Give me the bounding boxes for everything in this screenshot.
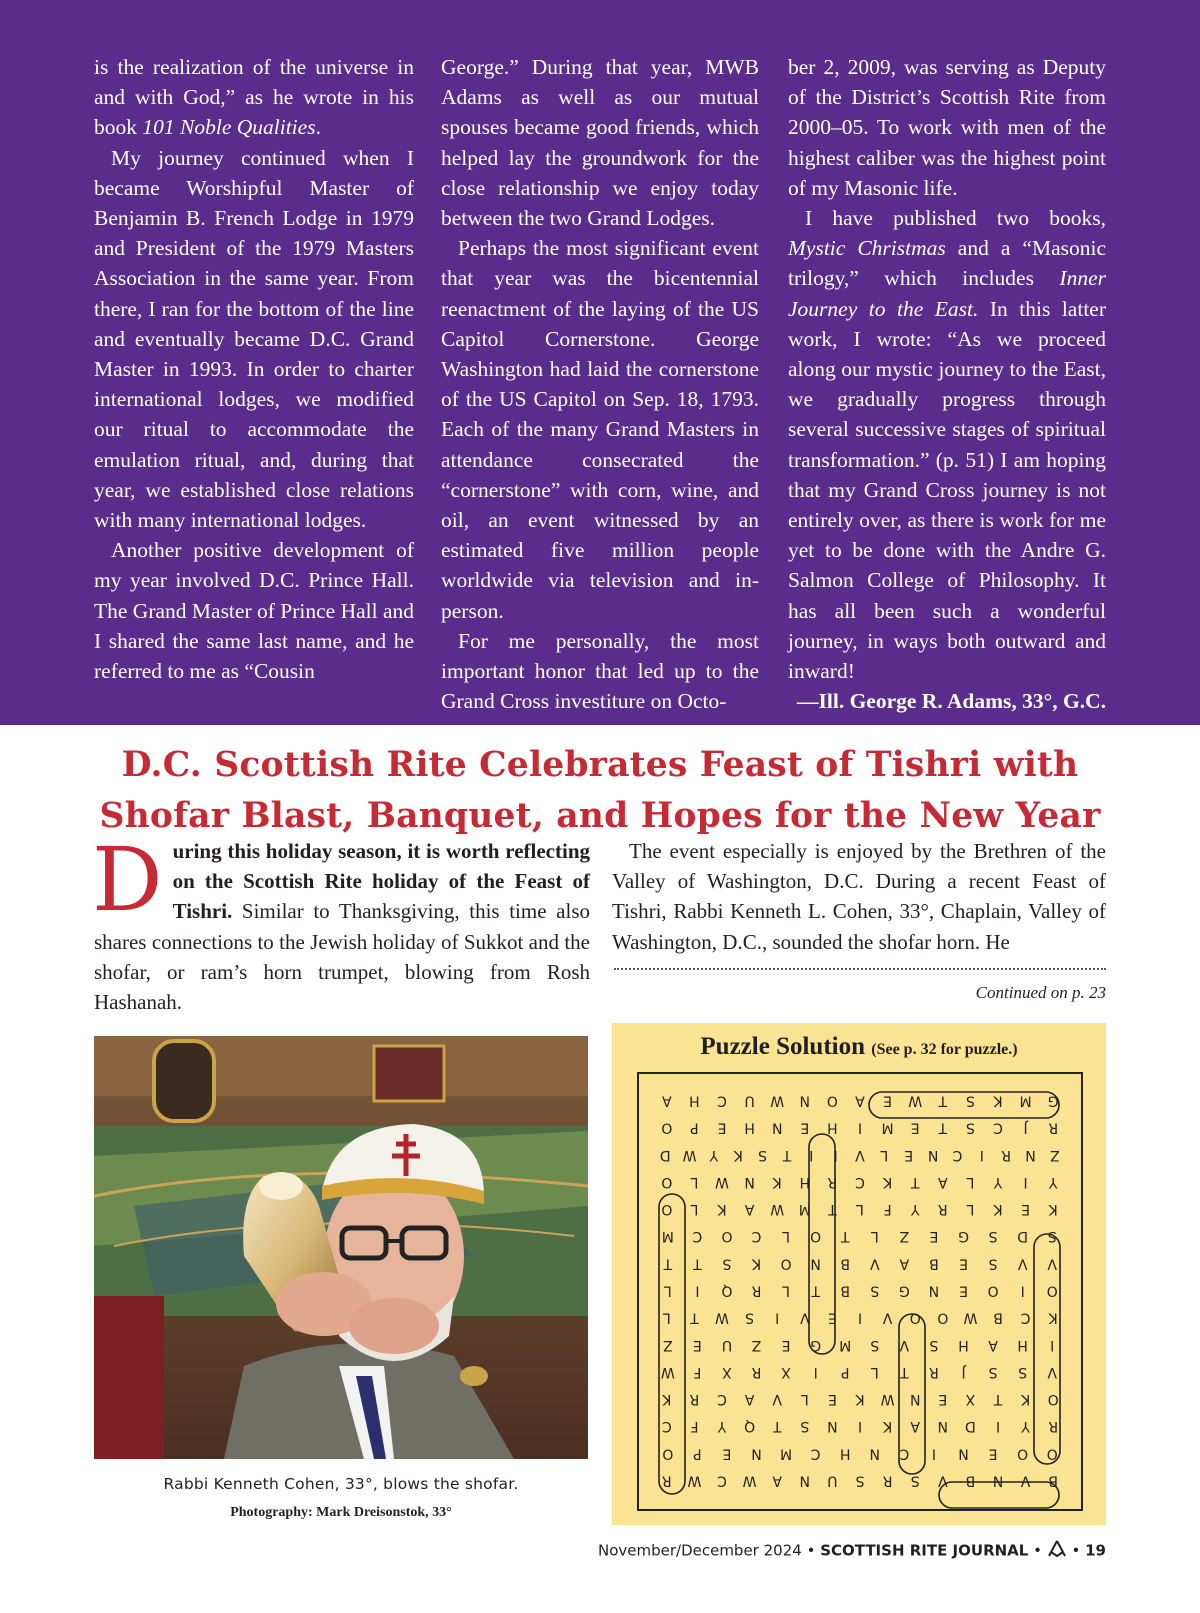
puzzle-letter: S	[870, 1336, 880, 1353]
puzzle-letter: N	[992, 1472, 1004, 1489]
puzzle-letter: L	[856, 1201, 864, 1218]
puzzle-letter: O	[1046, 1445, 1058, 1462]
puzzle-letter: O	[1047, 1391, 1059, 1408]
drop-cap: D	[92, 828, 163, 931]
puzzle-letter: M	[798, 1201, 811, 1218]
puzzle-letter: R	[827, 1173, 838, 1190]
puzzle-letter: Y	[1021, 1418, 1030, 1435]
puzzle-letter: N	[927, 1146, 939, 1163]
puzzle-letter: E	[959, 1282, 968, 1299]
puzzle-letter: A	[910, 1418, 920, 1435]
article-right-column: The event especially is enjoyed by the Brethren of the Valley of Washington, D.C. During a recent Feast of Tishri, Rabbi Kenneth L. Cohen, 33°, Chaplain, Valley of Washington, D.C., sounded the shofar horn. He	[612, 839, 1106, 954]
puzzle-letter: F	[883, 1201, 892, 1218]
puzzle-letter: W	[770, 1201, 785, 1218]
puzzle-letter: T	[811, 1282, 820, 1299]
puzzle-letter: N	[799, 1092, 811, 1109]
puzzle-letter: A	[662, 1092, 672, 1109]
puzzle-letter: S	[1018, 1363, 1028, 1380]
puzzle-letter: X	[722, 1363, 732, 1380]
puzzle-letter: S	[988, 1363, 998, 1380]
author-signature: —Ill. George R. Adams, 33°, G.C.	[797, 689, 1106, 714]
headline-line-1: D.C. Scottish Rite Celebrates Feast of Tishri with	[121, 745, 1079, 785]
puzzle-letter: T	[840, 1228, 850, 1245]
puzzle-letter: Z	[751, 1336, 762, 1353]
puzzle-letter: M	[881, 1119, 894, 1136]
puzzle-letter: T	[690, 1309, 699, 1326]
band-col1-paragraph-2: My journey continued when I became Worshipful Master of Benjamin B. French Lodge in 1979 and President of the 1979 Masters Association in the same year. From there, I ran for the bottom of the line and eventually became D.C. Grand Master in 1993. In order to charter international lodges, we modified our ritual to accommodate the emulation ritual, and, during that year, we established close relations with many international lodges.	[94, 145, 414, 533]
puzzle-letter: E	[910, 1119, 920, 1136]
puzzle-letter: K	[993, 1201, 1003, 1218]
puzzle-letter: T	[938, 1119, 948, 1136]
band-col1-paragraph-3: Another positive development of my year involved D.C. Prince Hall. The Grand Master of Prince Hall and I shared the same last name, and he referred to me as “Cousin	[94, 538, 415, 684]
puzzle-letter: E	[1021, 1201, 1031, 1218]
puzzle-letter: M	[780, 1445, 793, 1462]
puzzle-letter: E	[929, 1228, 939, 1245]
puzzle-letter: L	[870, 1363, 879, 1380]
puzzle-title: Puzzle Solution (See p. 32 for puzzle.)	[700, 1033, 1018, 1060]
band-column-1	[94, 52, 414, 686]
puzzle-letter: E	[722, 1445, 732, 1462]
puzzle-letter: J	[961, 1363, 966, 1380]
puzzle-letter: T	[663, 1255, 673, 1272]
band-column-2	[441, 52, 759, 716]
puzzle-letter: D	[659, 1146, 671, 1163]
puzzle-letter: O	[721, 1228, 733, 1245]
puzzle-letter: V	[772, 1391, 782, 1408]
puzzle-letter: I	[833, 1146, 838, 1163]
puzzle-letter: A	[744, 1201, 755, 1218]
puzzle-letter: I	[1050, 1336, 1055, 1353]
puzzle-letter: P	[840, 1363, 850, 1380]
puzzle-letter: H	[827, 1119, 838, 1136]
puzzle-letter: K	[883, 1418, 893, 1435]
puzzle-letter: C	[751, 1228, 762, 1245]
puzzle-letter: Z	[1050, 1146, 1060, 1163]
puzzle-letter: T	[772, 1418, 782, 1435]
puzzle-letter: I	[813, 1363, 818, 1380]
puzzle-letter: A	[772, 1472, 782, 1489]
puzzle-letter: I	[1023, 1173, 1028, 1190]
puzzle-letter: L	[782, 1282, 790, 1299]
puzzle-letter: Q	[744, 1418, 756, 1435]
puzzle-letter: P	[693, 1445, 702, 1462]
puzzle-letter: O	[937, 1309, 949, 1326]
puzzle-letter: D	[1017, 1228, 1029, 1245]
puzzle-letter: V	[1017, 1255, 1028, 1272]
puzzle-letter: O	[661, 1119, 673, 1136]
puzzle-letter: V	[1047, 1363, 1058, 1380]
puzzle-letter: K	[883, 1173, 893, 1190]
puzzle-letter: S	[988, 1228, 998, 1245]
puzzle-letter: T	[900, 1363, 909, 1380]
puzzle-letter: U	[721, 1336, 733, 1353]
puzzle-letter: C	[810, 1445, 821, 1462]
puzzle-letter: Z	[899, 1228, 910, 1245]
puzzle-letter: O	[1046, 1282, 1058, 1299]
puzzle-letter: O	[987, 1282, 999, 1299]
puzzle-letter: D	[965, 1418, 976, 1435]
puzzle-letter: O	[810, 1228, 822, 1245]
puzzle-letter: T	[993, 1391, 1003, 1408]
puzzle-letter: N	[869, 1445, 881, 1462]
puzzle-letter: C	[717, 1092, 727, 1109]
puzzle-letter: S	[745, 1309, 755, 1326]
puzzle-letter: I	[857, 1309, 863, 1326]
puzzle-letter: N	[827, 1418, 838, 1435]
puzzle-letter: Y	[993, 1173, 1003, 1190]
puzzle-letter: V	[800, 1309, 810, 1326]
puzzle-letter: B	[1048, 1472, 1059, 1489]
puzzle-letter: I	[695, 1282, 700, 1299]
puzzle-letter: A	[899, 1255, 910, 1272]
puzzle-letter: K	[733, 1146, 743, 1163]
puzzle-letter: T	[782, 1146, 792, 1163]
puzzle-letter: N	[909, 1391, 921, 1408]
puzzle-letter: T	[828, 1201, 837, 1218]
puzzle-letter: H	[1017, 1336, 1028, 1353]
puzzle-letter: V	[882, 1309, 893, 1326]
puzzle-letter: N	[937, 1418, 949, 1435]
puzzle-letter: Y	[910, 1201, 920, 1218]
puzzle-letter: L	[966, 1201, 975, 1218]
puzzle-letter: E	[904, 1146, 914, 1163]
puzzle-letter: L	[800, 1391, 809, 1408]
puzzle-letter: S	[722, 1255, 732, 1272]
puzzle-letter: H	[744, 1119, 755, 1136]
puzzle-letter: G	[1047, 1092, 1059, 1109]
puzzle-letter: L	[663, 1282, 672, 1299]
band-col2-paragraph-1: George.” During that year, MWB Adams as well as our mutual spouses became good friends, which helped lay the groundwork for the close relationship we enjoy today between the two Grand Lodges.	[441, 55, 759, 231]
puzzle-letter: E	[781, 1336, 791, 1353]
puzzle-letter: W	[908, 1092, 923, 1109]
puzzle-letter: W	[770, 1092, 785, 1109]
puzzle-letter: S	[800, 1418, 810, 1435]
puzzle-letter: V	[855, 1146, 865, 1163]
puzzle-letter: K	[1048, 1201, 1058, 1218]
puzzle-letter: G	[958, 1228, 969, 1245]
puzzle-letter: M	[839, 1336, 852, 1353]
puzzle-letter: S	[965, 1119, 975, 1136]
puzzle-letter: X	[781, 1363, 791, 1380]
puzzle-letter: R	[689, 1391, 700, 1408]
puzzle-letter: R	[1048, 1418, 1059, 1435]
photo-caption: Rabbi Kenneth Cohen, 33°, blows the shofar.	[163, 1475, 519, 1493]
puzzle-letter: L	[870, 1228, 879, 1245]
puzzle-letter: E	[988, 1445, 998, 1462]
puzzle-letter: H	[689, 1092, 700, 1109]
puzzle-letter: N	[771, 1119, 783, 1136]
puzzle-letter: W	[682, 1146, 697, 1163]
band-col2-paragraph-3: For me personally, the most important honor that led up to the Grand Cross investiture on Octo-	[441, 628, 759, 714]
puzzle-letter: L	[662, 1309, 671, 1326]
puzzle-letter: N	[751, 1445, 762, 1462]
puzzle-letter: B	[965, 1472, 976, 1489]
puzzle-letter: W	[742, 1472, 757, 1489]
puzzle-letter: C	[692, 1228, 703, 1245]
puzzle-letter: C	[717, 1391, 727, 1408]
puzzle-letter: E	[938, 1391, 948, 1408]
puzzle-letter: T	[693, 1255, 702, 1272]
puzzle-letter: K	[1021, 1391, 1031, 1408]
puzzle-letter: N	[1025, 1146, 1036, 1163]
headline-line-2: Shofar Blast, Banquet, and Hopes for the New Year	[99, 796, 1101, 836]
puzzle-letter: P	[690, 1119, 699, 1136]
puzzle-letter: V	[1047, 1255, 1058, 1272]
continued-link[interactable]: Continued on p. 23	[975, 983, 1106, 1002]
puzzle-letter: R	[929, 1363, 939, 1380]
puzzle-letter: O	[661, 1173, 673, 1190]
band-col3-paragraph-1: ber 2, 2009, was serving as Deputy of the District’s Scottish Rite from 2000–05. To work with men of the highest caliber was the highest point of my Masonic life.	[788, 55, 1106, 200]
article-lead-column	[92, 828, 590, 1017]
puzzle-letter: O	[661, 1201, 673, 1218]
puzzle-letter: R	[661, 1472, 672, 1489]
dotted-divider	[614, 968, 1106, 970]
puzzle-letter: R	[937, 1201, 948, 1218]
puzzle-letter: N	[810, 1255, 821, 1272]
puzzle-letter: I	[809, 1146, 814, 1163]
puzzle-letter: A	[938, 1173, 948, 1190]
puzzle-letter: O	[1017, 1445, 1029, 1462]
puzzle-letter: V	[899, 1336, 910, 1353]
puzzle-letter: X	[965, 1391, 976, 1408]
puzzle-letter: B	[840, 1255, 851, 1272]
puzzle-letter: E	[827, 1309, 837, 1326]
band-col3-paragraph-2: I have published two books, Mystic Christmas and a “Masonic trilogy,” which includes Inner Journey to the East. In this latter work, I wrote: “As we proceed along our mystic journey to the East, we gradually progress through several successive stages of spiritual transformation.” (p. 51) I am hoping that my Grand Cross journey is not entirely over, as there is work for me yet to be done with the Andre G. Salmon College of Philosophy. It has all been such a wonderful journey, in ways both outward and inward!	[788, 206, 1106, 684]
puzzle-letter: K	[1048, 1309, 1058, 1326]
puzzle-letter: G	[810, 1336, 822, 1353]
puzzle-letter: K	[855, 1391, 865, 1408]
puzzle-letter: C	[855, 1173, 865, 1190]
photo-illustration	[94, 1036, 588, 1459]
puzzle-letter: L	[966, 1173, 975, 1190]
puzzle-letter: S	[870, 1282, 880, 1299]
puzzle-letter: N	[744, 1173, 755, 1190]
word-search-grid	[637, 1072, 1083, 1511]
puzzle-letter: E	[692, 1336, 702, 1353]
article-headline	[40, 740, 1160, 842]
puzzle-letter: O	[826, 1092, 838, 1109]
puzzle-letter: E	[883, 1092, 893, 1109]
shofar-photo	[94, 1036, 588, 1459]
puzzle-letter: S	[758, 1146, 768, 1163]
puzzle-letter: G	[898, 1282, 910, 1299]
square-compass-icon	[1047, 1540, 1067, 1562]
page-number: 19	[1085, 1541, 1106, 1560]
puzzle-letter: C	[661, 1418, 672, 1435]
puzzle-letter: C	[952, 1146, 963, 1163]
puzzle-letter: J	[1023, 1119, 1028, 1136]
puzzle-letter: F	[693, 1363, 702, 1380]
puzzle-letter: C	[899, 1445, 910, 1462]
puzzle-letter: K	[662, 1391, 672, 1408]
puzzle-letter: U	[744, 1092, 755, 1109]
puzzle-letter: I	[857, 1418, 863, 1435]
puzzle-letter: H	[799, 1173, 811, 1190]
issue-date: November/December 2024	[597, 1541, 802, 1560]
puzzle-letter: M	[661, 1228, 674, 1245]
puzzle-letter: Y	[709, 1146, 719, 1163]
band-col2-paragraph-2: Perhaps the most significant event that year was the bicentennial reenactment of the laying of the US Capitol Cornerstone. George Washington had laid the cornerstone of the US Capitol on Sep. 18, 1793. Each of the many Grand Masters in attendance consecrated the “cornerstone” with corn, wine, and oil, an event witnessed by an estimated five million people worldwide via television and in-person.	[441, 236, 759, 623]
puzzle-letter: L	[782, 1228, 790, 1245]
puzzle-letter: R	[751, 1282, 762, 1299]
puzzle-letter: K	[772, 1173, 782, 1190]
puzzle-letter: B	[929, 1255, 939, 1272]
puzzle-letter: K	[717, 1201, 727, 1218]
puzzle-letter: W	[660, 1363, 675, 1380]
puzzle-letter: S	[1047, 1228, 1057, 1245]
puzzle-letter: W	[880, 1391, 895, 1408]
puzzle-letter: M	[1019, 1092, 1032, 1109]
puzzle-letter: V	[938, 1472, 948, 1489]
puzzle-letter: R	[1048, 1119, 1059, 1136]
journal-name: SCOTTISH RITE JOURNAL	[820, 1541, 1029, 1560]
puzzle-letter: N	[799, 1472, 811, 1489]
puzzle-letter: E	[717, 1119, 727, 1136]
puzzle-letter: S	[855, 1472, 865, 1489]
puzzle-letter: O	[909, 1309, 921, 1326]
puzzle-letter: I	[931, 1445, 936, 1462]
puzzle-letter: E	[827, 1391, 837, 1408]
puzzle-letter: S	[910, 1472, 920, 1489]
lead-text: Similar to Thanksgiving, this time also shares connections to the Jewish holiday of Sukkot and the shofar, or ram’s horn trumpet, blowing from Rosh Hashanah.	[94, 899, 590, 1015]
page-footer: November/December 2024 • SCOTTISH RITE JOURNAL • • 19	[598, 1540, 1106, 1562]
puzzle-letter: A	[988, 1336, 998, 1353]
puzzle-letter: R	[882, 1472, 893, 1489]
puzzle-letter: N	[958, 1445, 969, 1462]
puzzle-solution-box	[612, 1023, 1106, 1525]
puzzle-letter: H	[958, 1336, 969, 1353]
puzzle-letter: W	[687, 1472, 702, 1489]
band-column-3	[788, 52, 1106, 716]
puzzle-letter: W	[715, 1309, 729, 1326]
puzzle-letter: I	[775, 1309, 780, 1326]
puzzle-letter: Y	[717, 1418, 727, 1435]
puzzle-letter: B	[840, 1282, 851, 1299]
puzzle-letter: L	[880, 1146, 889, 1163]
puzzle-letter: V	[869, 1255, 880, 1272]
puzzle-letter: U	[827, 1472, 838, 1489]
puzzle-letter: A	[855, 1092, 865, 1109]
puzzle-letter: V	[1020, 1472, 1031, 1489]
word-search-svg	[639, 1074, 1081, 1509]
puzzle-letter: R	[751, 1363, 762, 1380]
puzzle-letter: Z	[662, 1336, 673, 1353]
puzzle-letter: T	[938, 1092, 948, 1109]
puzzle-letter: A	[744, 1391, 755, 1408]
puzzle-letter: W	[963, 1309, 978, 1326]
puzzle-letter: B	[993, 1309, 1003, 1326]
puzzle-letter: S	[988, 1255, 998, 1272]
puzzle-letter: T	[910, 1173, 920, 1190]
puzzle-letter: E	[959, 1255, 968, 1272]
puzzle-letter: E	[800, 1119, 810, 1136]
puzzle-title-note: (See p. 32 for puzzle.)	[871, 1041, 1018, 1058]
puzzle-letter: K	[993, 1092, 1003, 1109]
puzzle-letter: F	[690, 1418, 699, 1435]
puzzle-letter: C	[1020, 1309, 1031, 1326]
puzzle-letter: N	[928, 1282, 940, 1299]
puzzle-letter: I	[1020, 1282, 1025, 1299]
puzzle-letter: Q	[721, 1282, 733, 1299]
puzzle-letter: S	[929, 1336, 939, 1353]
puzzle-letter: O	[662, 1445, 674, 1462]
puzzle-letter: C	[993, 1119, 1003, 1136]
puzzle-letter: R	[1001, 1146, 1011, 1163]
puzzle-letter: S	[965, 1092, 975, 1109]
puzzle-letter: W	[715, 1173, 729, 1190]
puzzle-letter: I	[995, 1418, 1001, 1435]
puzzle-letter: O	[780, 1255, 792, 1272]
puzzle-letter: K	[751, 1255, 762, 1272]
puzzle-letter: H	[839, 1445, 851, 1462]
puzzle-letter: L	[690, 1201, 699, 1218]
puzzle-letter: I	[979, 1146, 984, 1163]
puzzle-letter: Y	[1048, 1173, 1058, 1190]
lead-bold-text: uring this holiday season, it is worth reflecting on the Scottish Rite holiday of the Feast of Tishri.	[172, 839, 590, 924]
puzzle-letter: I	[857, 1119, 863, 1136]
band-col1-paragraph-1: is the realization of the universe in and with God,” as he wrote in his book 101 Noble Qualities.	[94, 55, 414, 140]
puzzle-letter: L	[690, 1173, 699, 1190]
puzzle-letter: C	[717, 1472, 727, 1489]
photo-credit: Photography: Mark Dreisonstok, 33°	[230, 1505, 452, 1520]
